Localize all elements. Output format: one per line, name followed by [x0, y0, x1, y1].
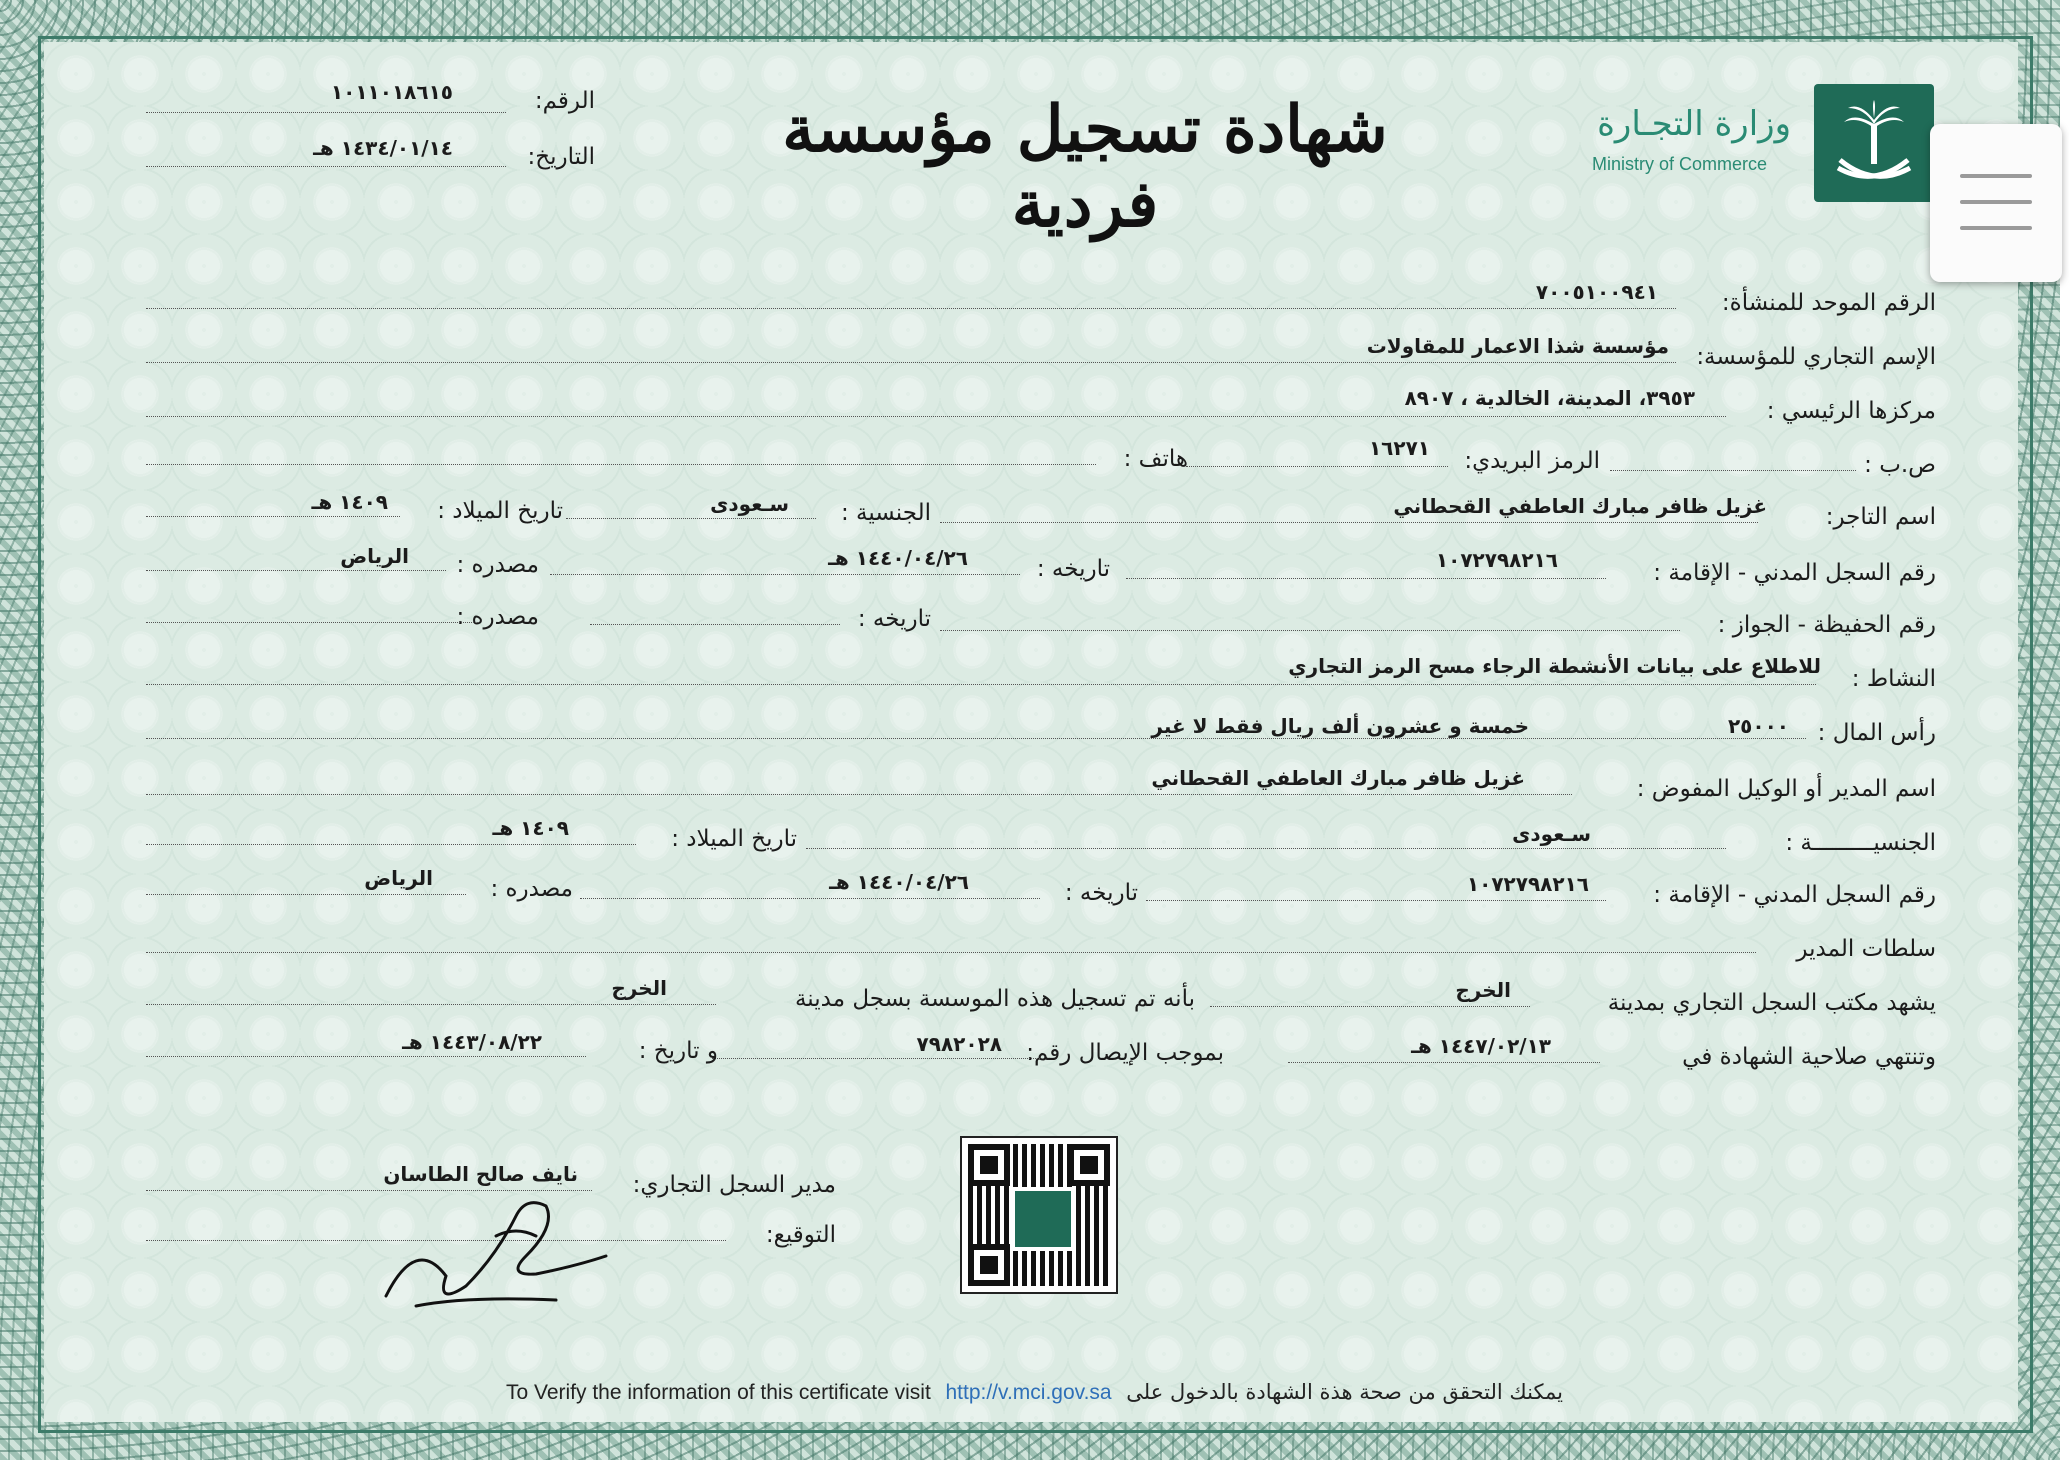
unified-number-label: الرقم الموحد للمنشأة:	[1721, 290, 1936, 316]
hamburger-menu-button[interactable]	[1930, 124, 2062, 282]
qr-finder	[1068, 1144, 1110, 1186]
date-value: ١٤٣٤/٠١/١٤ هـ	[313, 136, 453, 160]
manager-name-value: غزيل ظافر مبارك العاطفي القحطاني	[1151, 766, 1525, 790]
row-underline	[566, 518, 816, 519]
menu-bar-icon	[1960, 174, 2032, 178]
merchant-id-source-value: الرياض	[340, 544, 409, 568]
expiry-value: ١٤٤٧/٠٢/١٣ هـ	[1411, 1034, 1551, 1058]
manager-nationality-value: سـعودى	[1512, 822, 1591, 846]
receipt-date-label: و تاريخ :	[638, 1038, 718, 1064]
merchant-id-date-value: ١٤٤٠/٠٤/٢٦ هـ	[828, 546, 968, 570]
manager-nationality-label: الجنسيـــــــــة :	[1785, 830, 1936, 856]
passport-source-label: مصدره :	[456, 604, 539, 630]
row-underline	[146, 794, 1572, 795]
verification-footer	[0, 1380, 2069, 1405]
number-underline	[146, 112, 506, 113]
qr-code[interactable]	[960, 1136, 1118, 1294]
merchant-id-label: رقم السجل المدني - الإقامة :	[1653, 560, 1936, 586]
date-underline	[146, 166, 506, 167]
row-underline	[146, 308, 1676, 309]
unified-number-value: ٧٠٠٥١٠٠٩٤١	[1535, 280, 1658, 304]
row-underline	[590, 624, 840, 625]
merchant-nationality-label: الجنسية :	[840, 500, 931, 526]
row-underline	[146, 570, 446, 571]
saudi-emblem-logo	[1814, 84, 1934, 202]
capital-value: ٢٥٠٠٠	[1727, 714, 1789, 738]
row-underline	[1210, 1006, 1530, 1007]
row-underline	[146, 516, 400, 517]
receipt-value: ٧٩٨٢٠٢٨	[916, 1032, 1002, 1056]
merchant-name-label: اسم التاجر:	[1825, 504, 1936, 530]
row-underline	[146, 1056, 586, 1057]
signature-label: التوقيع:	[765, 1222, 836, 1248]
receipt-date-value: ١٤٤٣/٠٨/٢٢ هـ	[402, 1030, 542, 1054]
row-underline	[1126, 578, 1606, 579]
registrar-label: مدير السجل التجاري:	[632, 1172, 836, 1198]
row-underline	[146, 738, 1806, 739]
po-box-underline	[1610, 470, 1856, 471]
palm-swords-icon	[1814, 84, 1934, 202]
row-underline	[712, 1058, 1042, 1059]
ministry-name-en: Ministry of Commerce	[1592, 154, 1768, 174]
office-city-value: الخرج	[1455, 978, 1511, 1002]
merchant-birth-label: تاريخ الميلاد :	[437, 498, 563, 524]
trade-name-value: مؤسسة شذا الاعمار للمقاولات	[1366, 334, 1669, 358]
manager-id-label: رقم السجل المدني - الإقامة :	[1653, 882, 1936, 908]
activity-value: للاطلاع على بيانات الأنشطة الرجاء مسح الرمز التجاري	[1288, 654, 1821, 678]
row-underline	[146, 1004, 716, 1005]
manager-id-date-value: ١٤٤٠/٠٤/٢٦ هـ	[829, 870, 969, 894]
headquarters-label: مركزها الرئيسي :	[1766, 398, 1936, 424]
verify-text-en: To Verify the information of this certificate visit	[505, 1381, 931, 1404]
date-label: التاريخ:	[527, 144, 595, 170]
po-box-label: ص.ب :	[1864, 452, 1936, 478]
office-label-2: بأنه تم تسجيل هذه الموسسة بسجل مدينة	[794, 986, 1195, 1012]
row-underline	[1288, 1062, 1600, 1063]
receipt-label: بموجب الإيصال رقم:	[1026, 1040, 1224, 1066]
menu-bar-icon	[1960, 226, 2032, 230]
manager-powers-label: سلطات المدير	[1796, 936, 1936, 962]
postal-code-value: ١٦٢٧١	[1368, 436, 1430, 460]
row-underline	[940, 522, 1758, 523]
postal-code-label: الرمز البريدي:	[1464, 448, 1600, 474]
row-underline	[550, 574, 1020, 575]
row-underline	[806, 848, 1726, 849]
office-city-value-2: الخرج	[611, 976, 667, 1000]
row-underline	[146, 894, 466, 895]
verify-text-ar: يمكنك التحقق من صحة هذة الشهادة بالدخول على	[1126, 1380, 1564, 1404]
passport-date-label: تاريخه :	[857, 606, 931, 632]
headquarters-value: ٣٩٥٣، المدينة، الخالدية ، ٨٩٠٧	[1404, 386, 1695, 410]
manager-id-date-label: تاريخه :	[1064, 880, 1138, 906]
phone-label: هاتف :	[1123, 446, 1188, 472]
activity-label: النشاط :	[1851, 666, 1936, 692]
merchant-name-value: غزيل ظافر مبارك العاطفي القحطاني	[1393, 494, 1767, 518]
merchant-id-value: ١٠٧٢٧٩٨٢١٦	[1435, 548, 1558, 572]
manager-id-value: ١٠٧٢٧٩٨٢١٦	[1466, 872, 1589, 896]
ministry-name-ar: وزارة التجـارة	[1597, 104, 1791, 144]
row-underline	[146, 684, 1816, 685]
menu-bar-icon	[1960, 200, 2032, 204]
phone-underline	[146, 464, 1096, 465]
certificate-title: شهادة تسجيل مؤسسة فردية	[782, 92, 1388, 242]
row-underline	[146, 1190, 592, 1191]
verify-link[interactable]: http://v.mci.gov.sa	[945, 1381, 1112, 1404]
row-underline	[146, 952, 1756, 953]
capital-label: رأس المال :	[1817, 720, 1936, 746]
row-underline	[580, 898, 1040, 899]
number-value: ١٠١١٠١٨٦١٥	[330, 80, 453, 104]
qr-finder	[968, 1244, 1010, 1286]
qr-emblem-icon	[1011, 1187, 1075, 1251]
manager-birth-label: تاريخ الميلاد :	[671, 826, 797, 852]
row-underline	[146, 844, 636, 845]
row-underline	[146, 622, 478, 623]
row-underline	[146, 416, 1726, 417]
row-underline	[1146, 900, 1606, 901]
manager-id-source-label: مصدره :	[490, 876, 573, 902]
office-label: يشهد مكتب السجل التجاري بمدينة	[1607, 990, 1936, 1016]
merchant-id-source-label: مصدره :	[456, 552, 539, 578]
trade-name-label: الإسم التجاري للمؤسسة:	[1696, 344, 1936, 370]
passport-label: رقم الحفيظة - الجواز :	[1717, 612, 1936, 638]
postal-code-underline	[1186, 466, 1448, 467]
merchant-id-date-label: تاريخه :	[1036, 556, 1110, 582]
manager-id-source-value: الرياض	[364, 866, 433, 890]
manager-birth-value: ١٤٠٩ هـ	[492, 816, 569, 840]
merchant-birth-value: ١٤٠٩ هـ	[311, 490, 388, 514]
merchant-nationality-value: سـعودى	[710, 492, 789, 516]
row-underline	[940, 630, 1680, 631]
expiry-label: وتنتهي صلاحية الشهادة في	[1682, 1044, 1936, 1070]
capital-words: خمسة و عشرون ألف ريال فقط لا غير	[1151, 714, 1529, 738]
handwritten-signature	[376, 1196, 616, 1326]
number-label: الرقم:	[534, 88, 595, 114]
manager-name-label: اسم المدير أو الوكيل المفوض :	[1636, 776, 1936, 802]
row-underline	[146, 362, 1676, 363]
qr-finder	[968, 1144, 1010, 1186]
registrar-name: نايف صالح الطاسان	[383, 1162, 578, 1186]
